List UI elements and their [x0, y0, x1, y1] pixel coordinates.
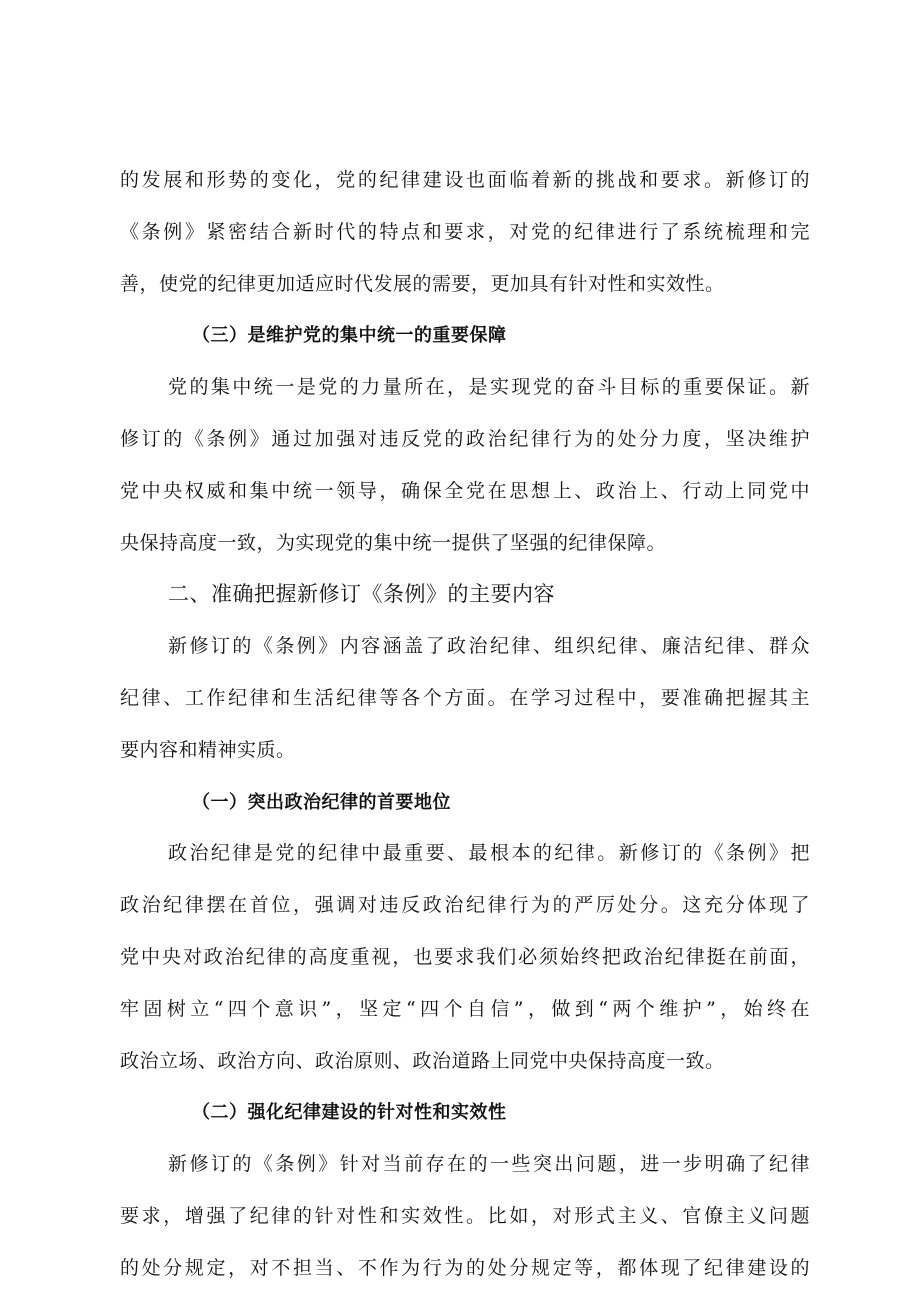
paragraph-line: 党的集中统一是党的力量所在，是实现党的奋斗目标的重要保证。新: [168, 376, 810, 399]
paragraph-line: 要求，增强了纪律的针对性和实效性。比如，对形式主义、官僚主义问题: [120, 1204, 810, 1227]
chapter-heading-2: 二、准确把握新修订《条例》的主要内容: [168, 582, 555, 607]
paragraph-line: 的发展和形势的变化，党的纪律建设也面临着新的挑战和要求。新修订的: [120, 169, 810, 191]
section-heading-1: （一）突出政治纪律的首要地位: [192, 791, 451, 813]
paragraph-line: 新修订的《条例》内容涵盖了政治纪律、组织纪律、廉洁纪律、群众: [168, 635, 810, 658]
paragraph-line: 政治纪律摆在首位，强调对违反政治纪律行为的严厉处分。这充分体现了: [120, 894, 810, 917]
paragraph-line: 纪律、工作纪律和生活纪律等各个方面。在学习过程中，要准确把握其主: [120, 686, 810, 709]
paragraph-line: 党中央权威和集中统一领导，确保全党在思想上、政治上、行动上同党中: [120, 479, 810, 502]
document-body: [120, 155, 810, 1295]
section-heading-3: （三）是维护党的集中统一的重要保障: [192, 325, 507, 347]
paragraph-line: 的处分规定，对不担当、不作为行为的处分规定等，都体现了纪律建设的: [120, 1256, 810, 1279]
paragraph-line: 《条例》紧密结合新时代的特点和要求，对党的纪律进行了系统梳理和完: [120, 220, 810, 243]
paragraph-line: 要内容和精神实质。: [120, 738, 296, 761]
paragraph-line: 政治纪律是党的纪律中最重要、最根本的纪律。新修订的《条例》把: [168, 842, 810, 865]
paragraph-line: 政治立场、政治方向、政治原则、政治道路上同党中央保持高度一致。: [120, 1049, 725, 1072]
paragraph-line: 修订的《条例》通过加强对违反党的政治纪律行为的处分力度，坚决维护: [120, 427, 810, 450]
paragraph-line: 新修订的《条例》针对当前存在的一些突出问题，进一步明确了纪律: [168, 1153, 810, 1176]
paragraph-line: 党中央对政治纪律的高度重视，也要求我们必须始终把政治纪律挺在前面，: [120, 945, 810, 968]
paragraph-line: 牢固树立“四个意识”，坚定“四个自信”，做到“两个维护”，始终在: [120, 997, 810, 1020]
section-heading-2: （二）强化纪律建设的针对性和实效性: [192, 1102, 507, 1124]
paragraph-line: 央保持高度一致，为实现党的集中统一提供了坚强的纪律保障。: [120, 531, 667, 554]
paragraph-line: 善，使党的纪律更加适应时代发展的需要，更加具有针对性和实效性。: [120, 272, 725, 295]
